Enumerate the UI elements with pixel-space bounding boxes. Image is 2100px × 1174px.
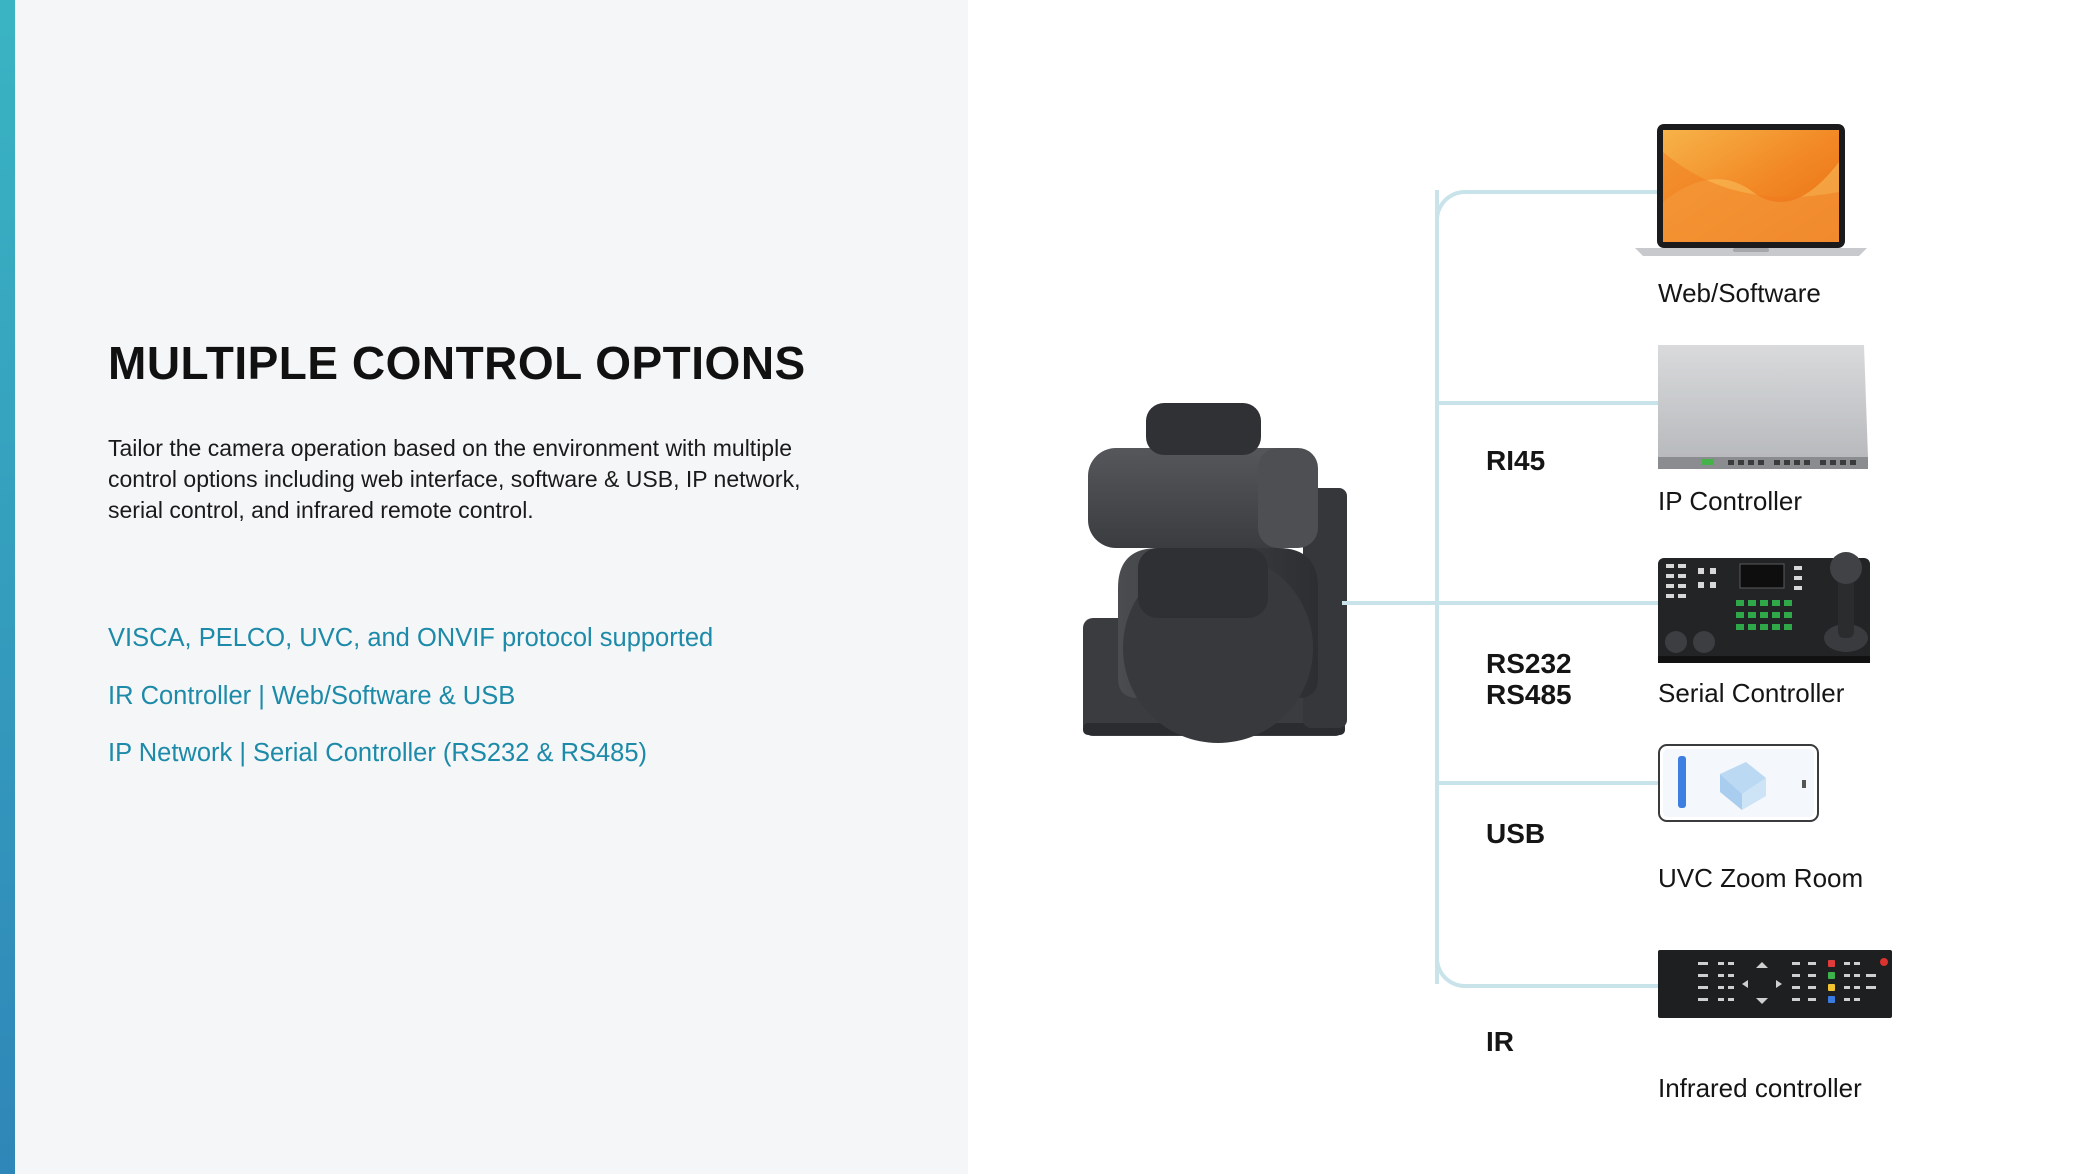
connector-line-web — [1462, 190, 1658, 194]
network-switch-icon — [1658, 345, 1870, 471]
ptz-camera-icon — [1078, 398, 1358, 743]
connector-line-ir — [1462, 984, 1658, 988]
tablet-icon — [1658, 744, 1820, 824]
port-label-rs232: RS232 — [1486, 648, 1572, 679]
description-text: Tailor the camera operation based on the environment with multiple control options including web interface, software & USB, IP network, serial control, and infrared remote control. — [108, 435, 801, 523]
port-label-usb: USB — [1486, 818, 1546, 849]
feature-list — [108, 621, 713, 794]
port-label-ir: IR — [1486, 1026, 1514, 1057]
ir-remote-icon — [1658, 950, 1893, 1018]
device-label-serial-controller: Serial Controller — [1658, 678, 1845, 708]
device-label-infrared-controller: Infrared controller — [1658, 1073, 1862, 1103]
port-label-rj45: RI45 — [1486, 445, 1546, 476]
accent-bar — [0, 0, 15, 1174]
connector-line-camera — [1342, 601, 1658, 605]
device-label-web-software: Web/Software — [1658, 278, 1821, 308]
trunk-line — [1435, 190, 1439, 984]
port-label-serial — [1486, 648, 1572, 710]
left-panel — [15, 0, 968, 1174]
feature-protocols: VISCA, PELCO, UVC, and ONVIF protocol supported — [108, 624, 714, 652]
feature-ir-web-usb: IR Controller | Web/Software & USB — [108, 681, 516, 710]
device-label-uvc-zoom-room: UVC Zoom Room — [1658, 863, 1864, 893]
laptop-icon — [1633, 122, 1869, 258]
page-title: MULTIPLE CONTROL OPTIONS — [108, 337, 806, 389]
device-label-ip-controller: IP Controller — [1658, 486, 1803, 516]
connector-line-usb — [1437, 781, 1658, 785]
feature-ip-serial: IP Network | Serial Controller (RS232 & RS485) — [108, 739, 648, 767]
port-label-rs485: RS485 — [1486, 679, 1572, 710]
connector-line-ip — [1437, 401, 1658, 405]
joystick-keyboard-icon — [1658, 548, 1872, 665]
